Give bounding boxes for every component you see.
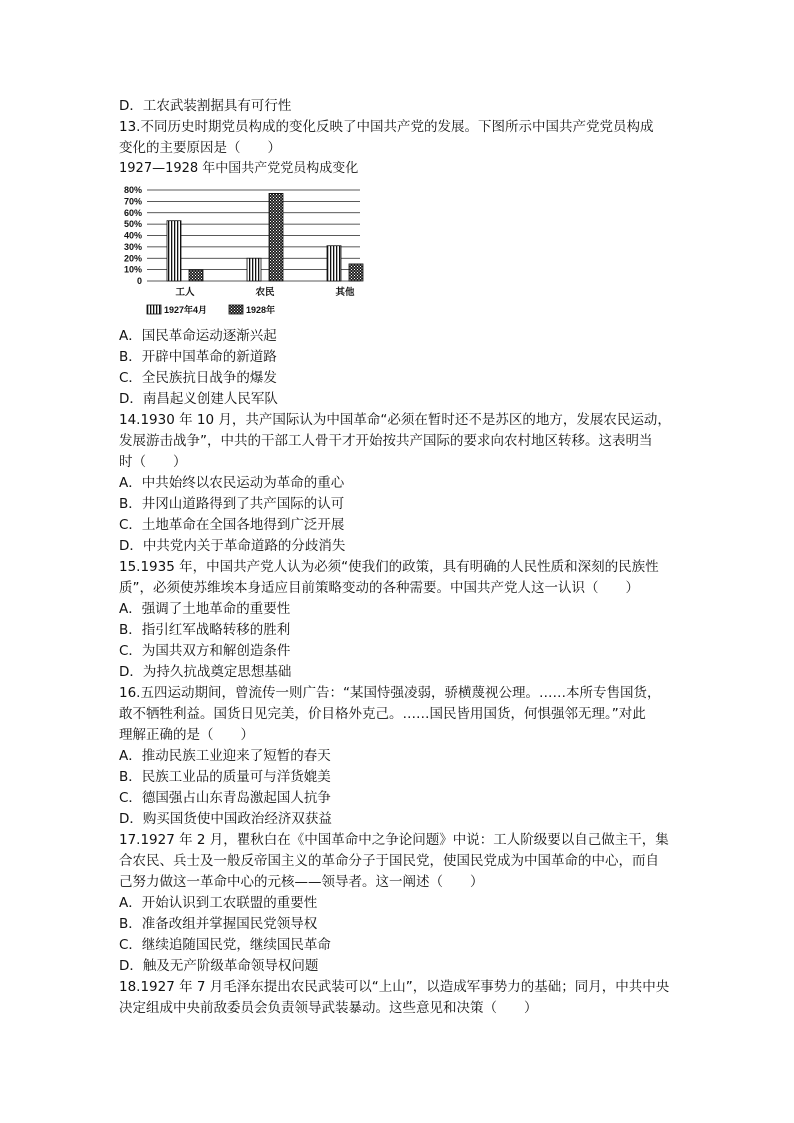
q17-stem-line2: 合农民、兵士及一般反帝国主义的革命分子于国民党，使国民党成为中国革命的中心，而自 bbox=[119, 853, 659, 869]
q15-option-c: C．为国共双方和解创造条件 bbox=[119, 643, 291, 659]
legend-label: 1927年4月 bbox=[164, 305, 208, 315]
q13-option-b: B．开辟中国革命的新道路 bbox=[119, 349, 277, 365]
q12-option-d: D．工农武装割据具有可行性 bbox=[119, 98, 292, 114]
legend-swatch bbox=[147, 305, 161, 314]
q16-option-d: D．购买国货使中国政治经济双获益 bbox=[119, 811, 332, 827]
q16-stem-line3: 理解正确的是（ ） bbox=[119, 727, 254, 743]
y-tick-label: 50% bbox=[123, 219, 142, 230]
q18-stem-line1: 18.1927 年 7 月毛泽东提出农民武装可以“上山”，以造成军事势力的基础；同月，中共中央 bbox=[119, 979, 670, 995]
q14-option-b: B．井冈山道路得到了共产国际的认可 bbox=[119, 496, 345, 512]
q14-option-d: D．中共党内关于革命道路的分歧消失 bbox=[119, 538, 346, 554]
q15-option-d: D．为持久抗战奠定思想基础 bbox=[119, 664, 292, 680]
q16-option-a: A．推动民族工业迎来了短暂的春天 bbox=[119, 748, 331, 764]
chart-legend bbox=[147, 304, 275, 315]
legend-label: 1928年 bbox=[246, 305, 276, 315]
bar-1928-0 bbox=[189, 270, 203, 281]
q16-option-b: B．民族工业品的质量可与洋货媲美 bbox=[119, 769, 331, 785]
bar-1927-0 bbox=[167, 221, 181, 281]
q17-option-b: B．准备改组并掌握国民党领导权 bbox=[119, 916, 318, 932]
x-category-label: 其他 bbox=[335, 287, 355, 298]
q16-stem-line2: 敢不牺牲利益。国货日见完美，价目格外克己。……国民皆用国货，何惧强邻无理。”对此 bbox=[119, 706, 646, 722]
q15-stem-line1: 15.1935 年，中国共产党人认为必须“使我们的政策，具有明确的人民性质和深刻的民族性 bbox=[119, 559, 659, 575]
y-tick-label: 0 bbox=[136, 276, 142, 286]
x-category-label: 农民 bbox=[255, 287, 275, 298]
q15-option-a: A．强调了土地革命的重要性 bbox=[119, 601, 291, 617]
y-tick-label: 10% bbox=[123, 264, 142, 275]
q15-stem-line2: 质”，必须使苏维埃本身适应目前策略变动的各种需要。中国共产党人这一认识（ ） bbox=[119, 580, 639, 596]
q13-stem-line2: 变化的主要原因是（ ） bbox=[119, 140, 281, 156]
q14-stem-line1: 14.1930 年 10 月，共产国际认为中国革命“必须在暂时还不是苏区的地方，发展农民运动， bbox=[119, 412, 671, 428]
q17-option-a: A．开始认识到工农联盟的重要性 bbox=[119, 895, 318, 911]
x-category-label: 工人 bbox=[175, 287, 195, 298]
party-membership-bar-chart bbox=[117, 182, 367, 322]
q17-option-c: C．继续追随国民党，继续国民革命 bbox=[119, 937, 331, 953]
y-tick-label: 20% bbox=[123, 253, 142, 264]
y-tick-label: 30% bbox=[123, 241, 142, 252]
q14-stem-line2: 发展游击战争”，中共的干部工人骨干才开始按共产国际的要求向农村地区转移。这表明当 bbox=[119, 433, 653, 449]
q18-stem-line2: 决定组成中央前敌委员会负责领导武装暴动。这些意见和决策（ ） bbox=[119, 1000, 538, 1016]
legend-swatch bbox=[229, 305, 243, 314]
q14-option-c: C．土地革命在全国各地得到广泛开展 bbox=[119, 517, 345, 533]
q13-stem-line1: 13.不同历史时期党员构成的变化反映了中国共产党的发展。下图所示中国共产党党员构成 bbox=[119, 119, 654, 135]
q16-option-c: C．德国强占山东青岛激起国人抗争 bbox=[119, 790, 331, 806]
chart-bars bbox=[167, 193, 363, 281]
y-axis-ticks bbox=[124, 185, 142, 286]
q13-option-c: C．全民族抗日战争的爆发 bbox=[119, 370, 277, 386]
x-axis-categories bbox=[175, 286, 355, 298]
y-tick-label: 40% bbox=[123, 230, 142, 241]
bar-1927-1 bbox=[247, 258, 261, 281]
bar-1927-2 bbox=[327, 246, 341, 281]
chart-title: 1927—1928 年中国共产党党员构成变化 bbox=[119, 161, 359, 176]
q16-stem-line1: 16.五四运动期间，曾流传一则广告：“某国恃强凌弱，骄横蔑视公理。……本所专售国货， bbox=[119, 685, 661, 701]
q17-stem-line3: 己努力做这一革命中心的元核——领导者。这一阐述（ ） bbox=[119, 874, 484, 890]
q14-stem-line3: 时（ ） bbox=[119, 454, 187, 470]
bar-1928-1 bbox=[269, 193, 283, 281]
y-tick-label: 80% bbox=[123, 185, 142, 195]
q13-option-a: A．国民革命运动逐渐兴起 bbox=[119, 328, 277, 344]
y-tick-label: 60% bbox=[123, 207, 142, 218]
q17-stem-line1: 17.1927 年 2 月，瞿秋白在《中国革命中之争论问题》中说：工人阶级要以自己做主干，集 bbox=[119, 832, 669, 848]
q15-option-b: B．指引红军战略转移的胜利 bbox=[119, 622, 291, 638]
bar-1928-2 bbox=[349, 264, 363, 281]
q17-option-d: D．触及无产阶级革命领导权问题 bbox=[119, 958, 319, 974]
q13-option-d: D．南昌起义创建人民军队 bbox=[119, 391, 278, 407]
q14-option-a: A．中共始终以农民运动为革命的重心 bbox=[119, 475, 345, 491]
y-tick-label: 70% bbox=[123, 196, 142, 207]
